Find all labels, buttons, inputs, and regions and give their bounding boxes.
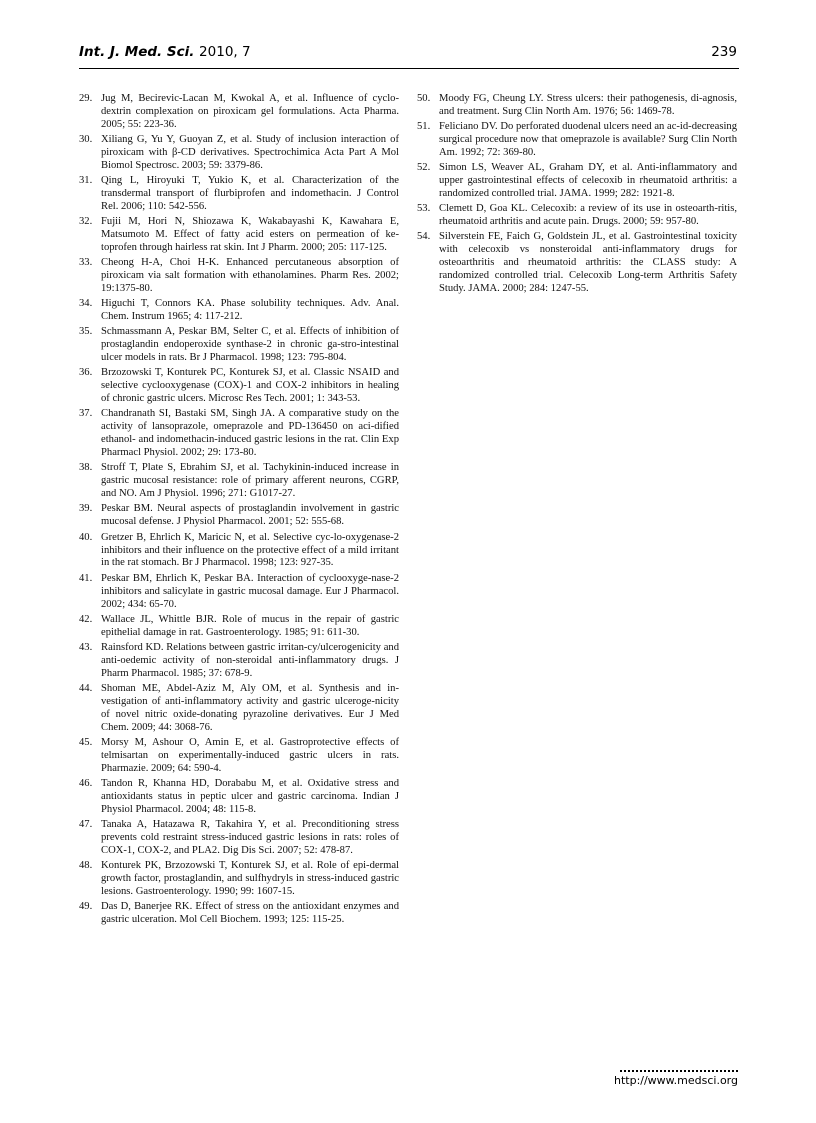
- reference-number: 43.: [79, 641, 93, 653]
- reference-number: 48.: [79, 859, 93, 871]
- reference-number: 32.: [79, 216, 93, 228]
- reference-text: Moody FG, Cheung LY. Stress ulcers: their pathogenesis, di-agnosis, and treatment. Surg Clin North Am. 1976; 56: 1469-78.: [439, 93, 737, 117]
- reference-number: 54.: [417, 231, 431, 243]
- running-header-journal: [79, 44, 251, 60]
- reference-item: [79, 462, 399, 501]
- reference-text: Wallace JL, Whittle BJR. Role of mucus in the repair of gastric epithelial damage in rat. Gastroenterology. 1985; 91: 611-30.: [101, 613, 399, 638]
- reference-item: [79, 778, 399, 817]
- reference-number: 45.: [79, 736, 93, 748]
- reference-item: [79, 216, 399, 255]
- reference-text: Qing L, Hiroyuki T, Yukio K, et al. Characterization of the transdermal transport of flurbiprofen and indomethacin. J Control Rel. 2006; 110: 542-556.: [101, 175, 399, 212]
- references-column-left: [79, 93, 399, 929]
- reference-item: [79, 298, 399, 324]
- reference-text: Feliciano DV. Do perforated duodenal ulcers need an ac-id-decreasing surgical procedure now that omeprazole is available? Surg Clin North Am. 1992; 72: 369-80.: [439, 121, 737, 158]
- reference-item: [79, 408, 399, 460]
- reference-number: 49.: [79, 900, 93, 912]
- reference-number: 40.: [79, 531, 93, 543]
- reference-item: [417, 203, 737, 229]
- reference-number: 50.: [417, 93, 431, 104]
- reference-item: [79, 367, 399, 406]
- reference-item: [79, 532, 399, 571]
- header-rule: [79, 68, 739, 69]
- reference-item: [79, 860, 399, 899]
- reference-text: Stroff T, Plate S, Ebrahim SJ, et al. Tachykinin-induced increase in gastric mucosal resistance: role of primary afferent neurons, CGRP, and NO. Am J Physiol. 1996; 271: G1017-27.: [101, 462, 399, 500]
- reference-text: Schmassmann A, Peskar BM, Selter C, et al. Effects of inhibition of prostaglandin endoperoxide synthase-2 in chronic ga-stro-intestinal ulcer models in rats. Br J Pharmacol. 1998; 123: 795-804.: [101, 326, 399, 364]
- reference-number: 29.: [79, 93, 93, 104]
- page-number: 239: [711, 44, 737, 60]
- reference-text: Morsy M, Ashour O, Amin E, et al. Gastroprotective effects of telmisartan on experimentally-induced gastric ulcers in rats. Pharmazie. 2009; 64: 590-4.: [101, 736, 399, 774]
- reference-item: [79, 642, 399, 681]
- reference-number: 31.: [79, 175, 93, 187]
- reference-text: Jug M, Becirevic-Lacan M, Kwokal A, et al. Influence of cyclo-dextrin complexation on piroxicam gel formulations. Acta Pharma. 2005; 55: 223-36.: [101, 93, 399, 130]
- reference-number: 42.: [79, 613, 93, 625]
- reference-item: [417, 121, 737, 160]
- journal-year-volume: 2010, 7: [199, 44, 251, 60]
- footer-url: http://www.medsci.org: [613, 1074, 738, 1087]
- reference-number: 44.: [79, 682, 93, 694]
- footer-dotted-rule: [620, 1070, 738, 1072]
- reference-number: 52.: [417, 162, 431, 174]
- reference-item: [79, 175, 399, 214]
- reference-text: Clemett D, Goa KL. Celecoxib: a review of its use in osteoarth-ritis, rheumatoid arthritis and acute pain. Drugs. 2000; 59: 957-80.: [439, 203, 737, 228]
- reference-item: [79, 737, 399, 776]
- reference-number: 51.: [417, 121, 431, 133]
- reference-text: Gretzer B, Ehrlich K, Maricic N, et al. Selective cyc-lo-oxygenase-2 inhibitors and their influence on the protective effect of a mild irritant in the rat stomach. Br J Pharmacol. 1998; 123: 927-35.: [101, 531, 399, 569]
- reference-text: Cheong H-A, Choi H-K. Enhanced percutaneous absorption of piroxicam via salt formation with ethanolamines. Pharm Res. 2002; 19:1375-80.: [101, 257, 399, 295]
- reference-item: [417, 162, 737, 201]
- reference-text: Tanaka A, Hatazawa R, Takahira Y, et al. Preconditioning stress prevents cold restraint stress-induced gastric lesions in rats: roles of COX-1, COX-2, and PLA2. Dig Dis Sci. 2007; 52: 478-87.: [101, 818, 399, 856]
- reference-text: Peskar BM. Neural aspects of prostaglandin involvement in gastric mucosal defense. J Physiol Pharmacol. 2001; 52: 555-68.: [101, 503, 399, 528]
- reference-text: Tandon R, Khanna HD, Dorababu M, et al. Oxidative stress and antioxidants status in peptic ulcer and gastric carcinoma. Indian J Physiol Pharmacol. 2004; 48: 115-8.: [101, 777, 399, 815]
- reference-text: Silverstein FE, Faich G, Goldstein JL, et al. Gastrointestinal toxicity with celecoxib vs nonsteroidal anti-inflammatory drugs for osteoarthritis and rheumatoid arthritis: the CLASS study: A randomized controlled trial. Celecoxib Long-term Arthritis Safety Study. JAMA. 2000; 284: 1247-55.: [439, 231, 737, 295]
- reference-text: Higuchi T, Connors KA. Phase solubility techniques. Adv. Anal. Chem. Instrum 1965; 4: 117-212.: [101, 298, 399, 323]
- reference-item: [79, 683, 399, 735]
- reference-number: 53.: [417, 203, 431, 215]
- reference-item: [79, 503, 399, 529]
- reference-item: [417, 93, 737, 119]
- reference-number: 33.: [79, 257, 93, 269]
- reference-text: Rainsford KD. Relations between gastric irritan-cy/ulcerogenicity and anti-oedemic activity of non-steroidal anti-inflammatory drugs. J Pharm Pharmacol. 1985; 37: 678-9.: [101, 641, 399, 679]
- reference-text: Xiliang G, Yu Y, Guoyan Z, et al. Study of inclusion interaction of piroxicam with β-CD derivatives. Spectrochimica Acta Part A Mol Biomol Spectrosc. 2003; 59: 3379-86.: [101, 134, 399, 171]
- reference-item: [79, 573, 399, 612]
- reference-text: Konturek PK, Brzozowski T, Konturek SJ, et al. Role of epi-dermal growth factor, prostaglandin, and sulfhydryls in stress-induced gastric lesions. Gastroenterology. 1990; 99: 1607-15.: [101, 859, 399, 897]
- reference-item: [79, 134, 399, 173]
- reference-number: 38.: [79, 462, 93, 474]
- reference-text: Brzozowski T, Konturek PC, Konturek SJ, et al. Classic NSAID and selective cyclooxygenase (COX)-1 and COX-2 inhibitors in healing of chronic gastric ulcers. Microsc Res Tech. 2001; 1: 343-53.: [101, 367, 399, 405]
- reference-text: Fujii M, Hori N, Shiozawa K, Wakabayashi K, Kawahara E, Matsumoto M. Effect of fatty acid esters on permeation of ke-toprofen through hairless rat skin. Int J Pharm. 2000; 205: 117-125.: [101, 216, 399, 254]
- reference-text: Simon LS, Weaver AL, Graham DY, et al. Anti-inflammatory and upper gastrointestinal effects of celecoxib in rheumatoid arthritis: a randomized controlled trial. JAMA. 1999; 282: 1921-8.: [439, 162, 737, 200]
- reference-number: 36.: [79, 367, 93, 379]
- reference-number: 30.: [79, 134, 93, 146]
- reference-item: [79, 93, 399, 132]
- reference-text: Chandranath SI, Bastaki SM, Singh JA. A comparative study on the activity of lansoprazole, omeprazole and PD-136450 on aci-dified ethanol- and indomethacin-induced gastric lesions in the rat. Clin Exp Pharmacl Physiol. 2002; 29: 173-80.: [101, 408, 399, 459]
- reference-item: [79, 901, 399, 927]
- reference-item: [79, 819, 399, 858]
- journal-name: Int. J. Med. Sci.: [79, 44, 195, 60]
- reference-item: [79, 257, 399, 296]
- reference-item: [417, 231, 737, 296]
- reference-number: 37.: [79, 408, 93, 420]
- reference-text: Shoman ME, Abdel-Aziz M, Aly OM, et al. Synthesis and in-vestigation of anti-inflammatory activity and gastric ulceroge-nicity of novel nitric oxide-donating pyrazoline derivatives. Eur J Med Chem. 2009; 44: 3068-76.: [101, 682, 399, 733]
- reference-number: 39.: [79, 503, 93, 515]
- reference-item: [79, 326, 399, 365]
- reference-number: 34.: [79, 298, 93, 310]
- reference-text: Das D, Banerjee RK. Effect of stress on the antioxidant enzymes and gastric ulceration. Mol Cell Biochem. 1993; 125: 115-25.: [101, 900, 399, 925]
- reference-number: 46.: [79, 777, 93, 789]
- references-column-right: [417, 93, 737, 298]
- reference-number: 35.: [79, 326, 93, 338]
- reference-item: [79, 614, 399, 640]
- reference-number: 47.: [79, 818, 93, 830]
- reference-number: 41.: [79, 572, 93, 584]
- reference-text: Peskar BM, Ehrlich K, Peskar BA. Interaction of cyclooxyge-nase-2 inhibitors and salicylate in gastric mucosal damage. Eur J Pharmacol. 2002; 434: 65-70.: [101, 572, 399, 610]
